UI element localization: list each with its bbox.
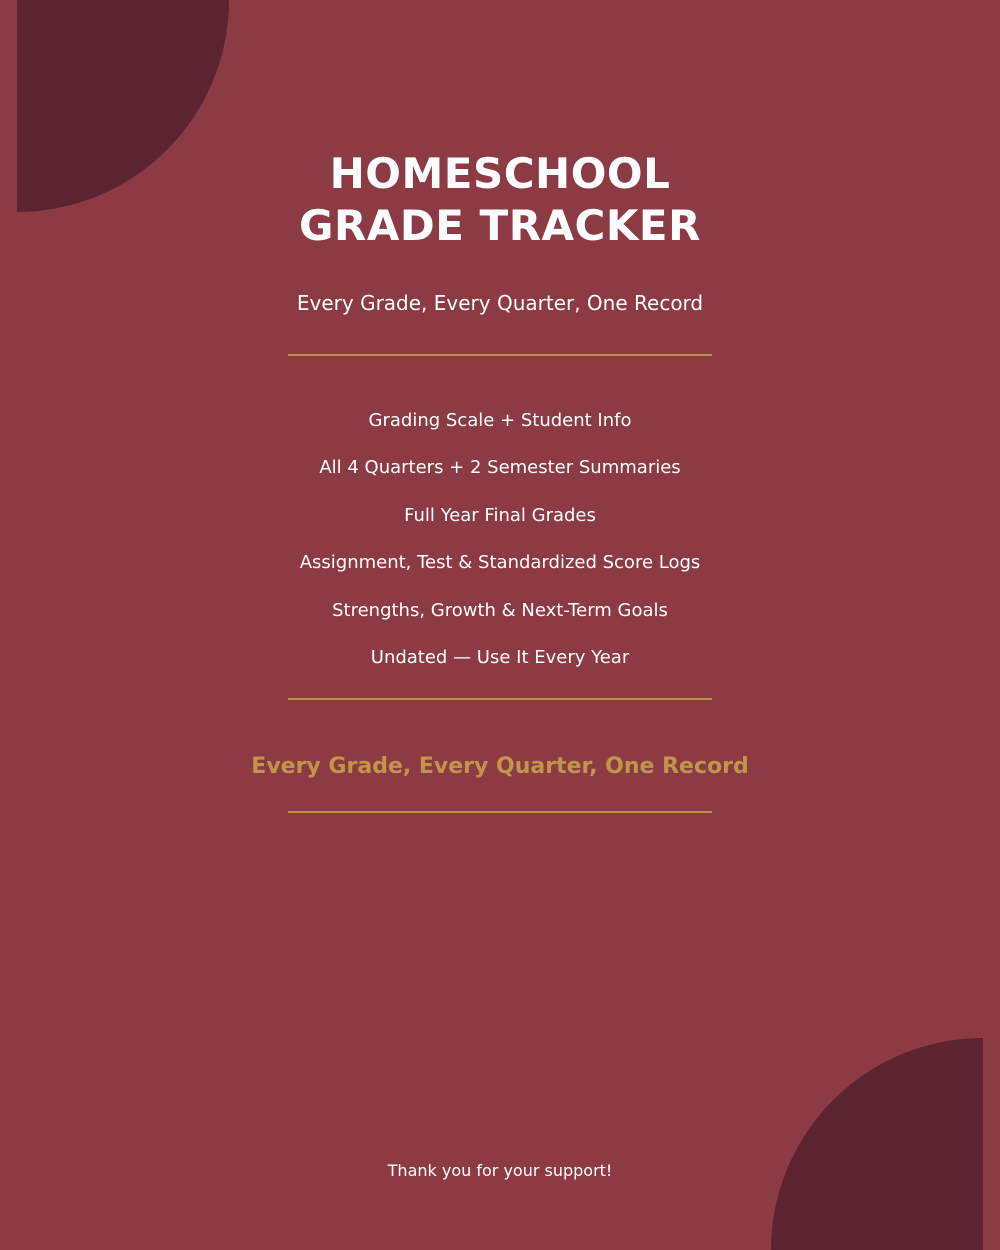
subtitle: Every Grade, Every Quarter, One Record	[296, 291, 704, 315]
feature-item: All 4 Quarters + 2 Semester Summaries	[319, 457, 681, 479]
tagline: Every Grade, Every Quarter, One Record	[251, 754, 749, 779]
footer-thanks: Thank you for your support!	[387, 1161, 613, 1180]
feature-item: Grading Scale + Student Info	[368, 410, 632, 431]
title-line-1: HOMESCHOOL	[329, 149, 671, 198]
page-title	[0, 148, 1000, 252]
feature-item: Full Year Final Grades	[404, 504, 596, 526]
feature-item: Assignment, Test & Standardized Score Logs	[299, 552, 701, 574]
divider-top	[288, 354, 712, 356]
title-line-2: GRADE TRACKER	[299, 201, 701, 250]
feature-list	[0, 405, 1000, 689]
divider-bottom	[288, 811, 712, 813]
feature-item: Strengths, Growth & Next-Term Goals	[332, 599, 668, 621]
decorative-corner-bottom-right	[771, 1038, 983, 1250]
divider-middle	[288, 698, 712, 700]
feature-item: Undated — Use It Every Year	[370, 646, 630, 668]
